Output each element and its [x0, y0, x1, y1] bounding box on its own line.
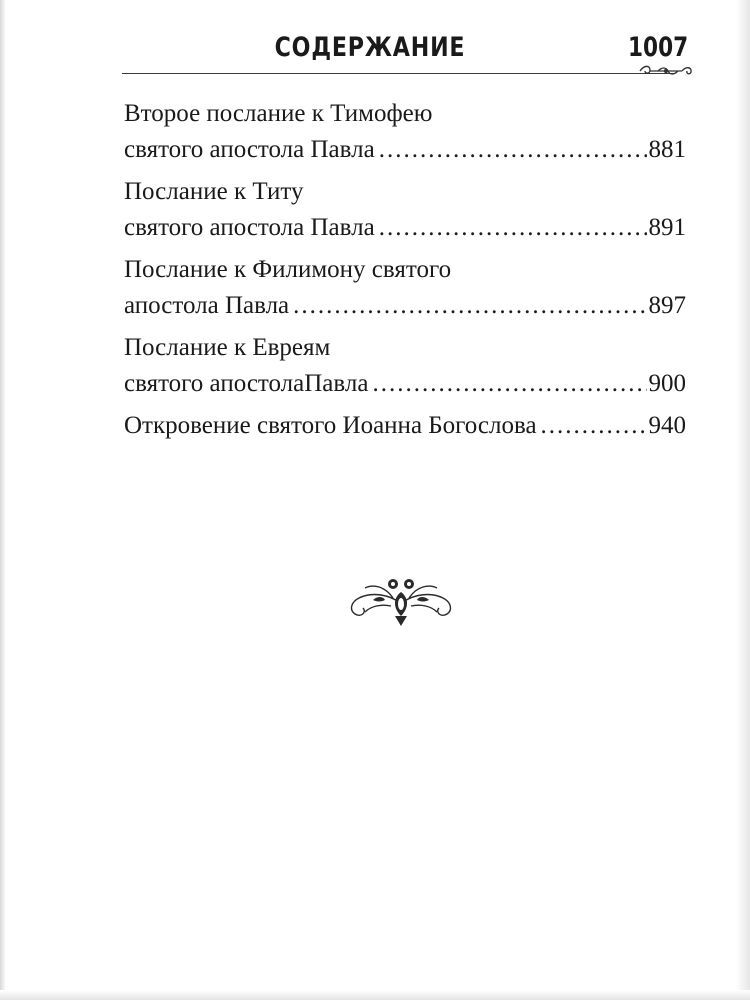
toc-entry-title: Послание к Титу	[124, 178, 304, 205]
toc-entry-line	[124, 288, 686, 324]
toc-entry	[124, 408, 686, 444]
toc-entry-line	[124, 210, 686, 246]
toc-entry-line	[124, 408, 686, 444]
dot-leader	[379, 210, 647, 246]
toc-entry	[124, 330, 686, 402]
toc-page-number: 940	[648, 412, 686, 439]
page-edge-shadow	[736, 0, 750, 1000]
dot-leader	[372, 366, 646, 402]
table-of-contents	[124, 96, 686, 450]
toc-entry-title: Послание к Евреям	[124, 334, 331, 361]
floral-ornament-icon	[343, 572, 459, 630]
dot-leader	[541, 408, 647, 444]
page-title: СОДЕРЖАНИЕ	[274, 32, 466, 63]
header-rule	[122, 73, 674, 74]
toc-entry-title: Откровение святого Иоанна Богослова	[124, 412, 537, 439]
toc-entry-line	[124, 132, 686, 168]
toc-page-number: 881	[648, 136, 686, 163]
page-edge-shadow	[0, 0, 6, 1000]
dot-leader	[293, 288, 646, 324]
page-number: 1007	[627, 32, 688, 63]
toc-entry-title-continued: святого апостола Павла	[124, 214, 375, 241]
toc-page-number: 900	[648, 370, 686, 397]
toc-entry-title-continued: святого апостолаПавла	[124, 370, 369, 397]
toc-entry	[124, 174, 686, 246]
toc-entry-title-continued: апостола Павла	[124, 292, 290, 319]
toc-entry-title: Послание к Филимону святого	[124, 256, 452, 283]
toc-entry	[124, 96, 686, 168]
toc-page-number: 891	[648, 214, 686, 241]
dot-leader	[379, 132, 647, 168]
toc-entry-line	[124, 366, 686, 402]
page-edge-shadow	[0, 990, 750, 1000]
running-header	[122, 28, 688, 78]
toc-entry-title: Второе послание к Тимофею	[124, 100, 433, 127]
toc-page-number: 897	[648, 292, 686, 319]
flourish-icon	[636, 62, 696, 80]
toc-entry-title-continued: святого апостола Павла	[124, 136, 375, 163]
toc-entry	[124, 252, 686, 324]
